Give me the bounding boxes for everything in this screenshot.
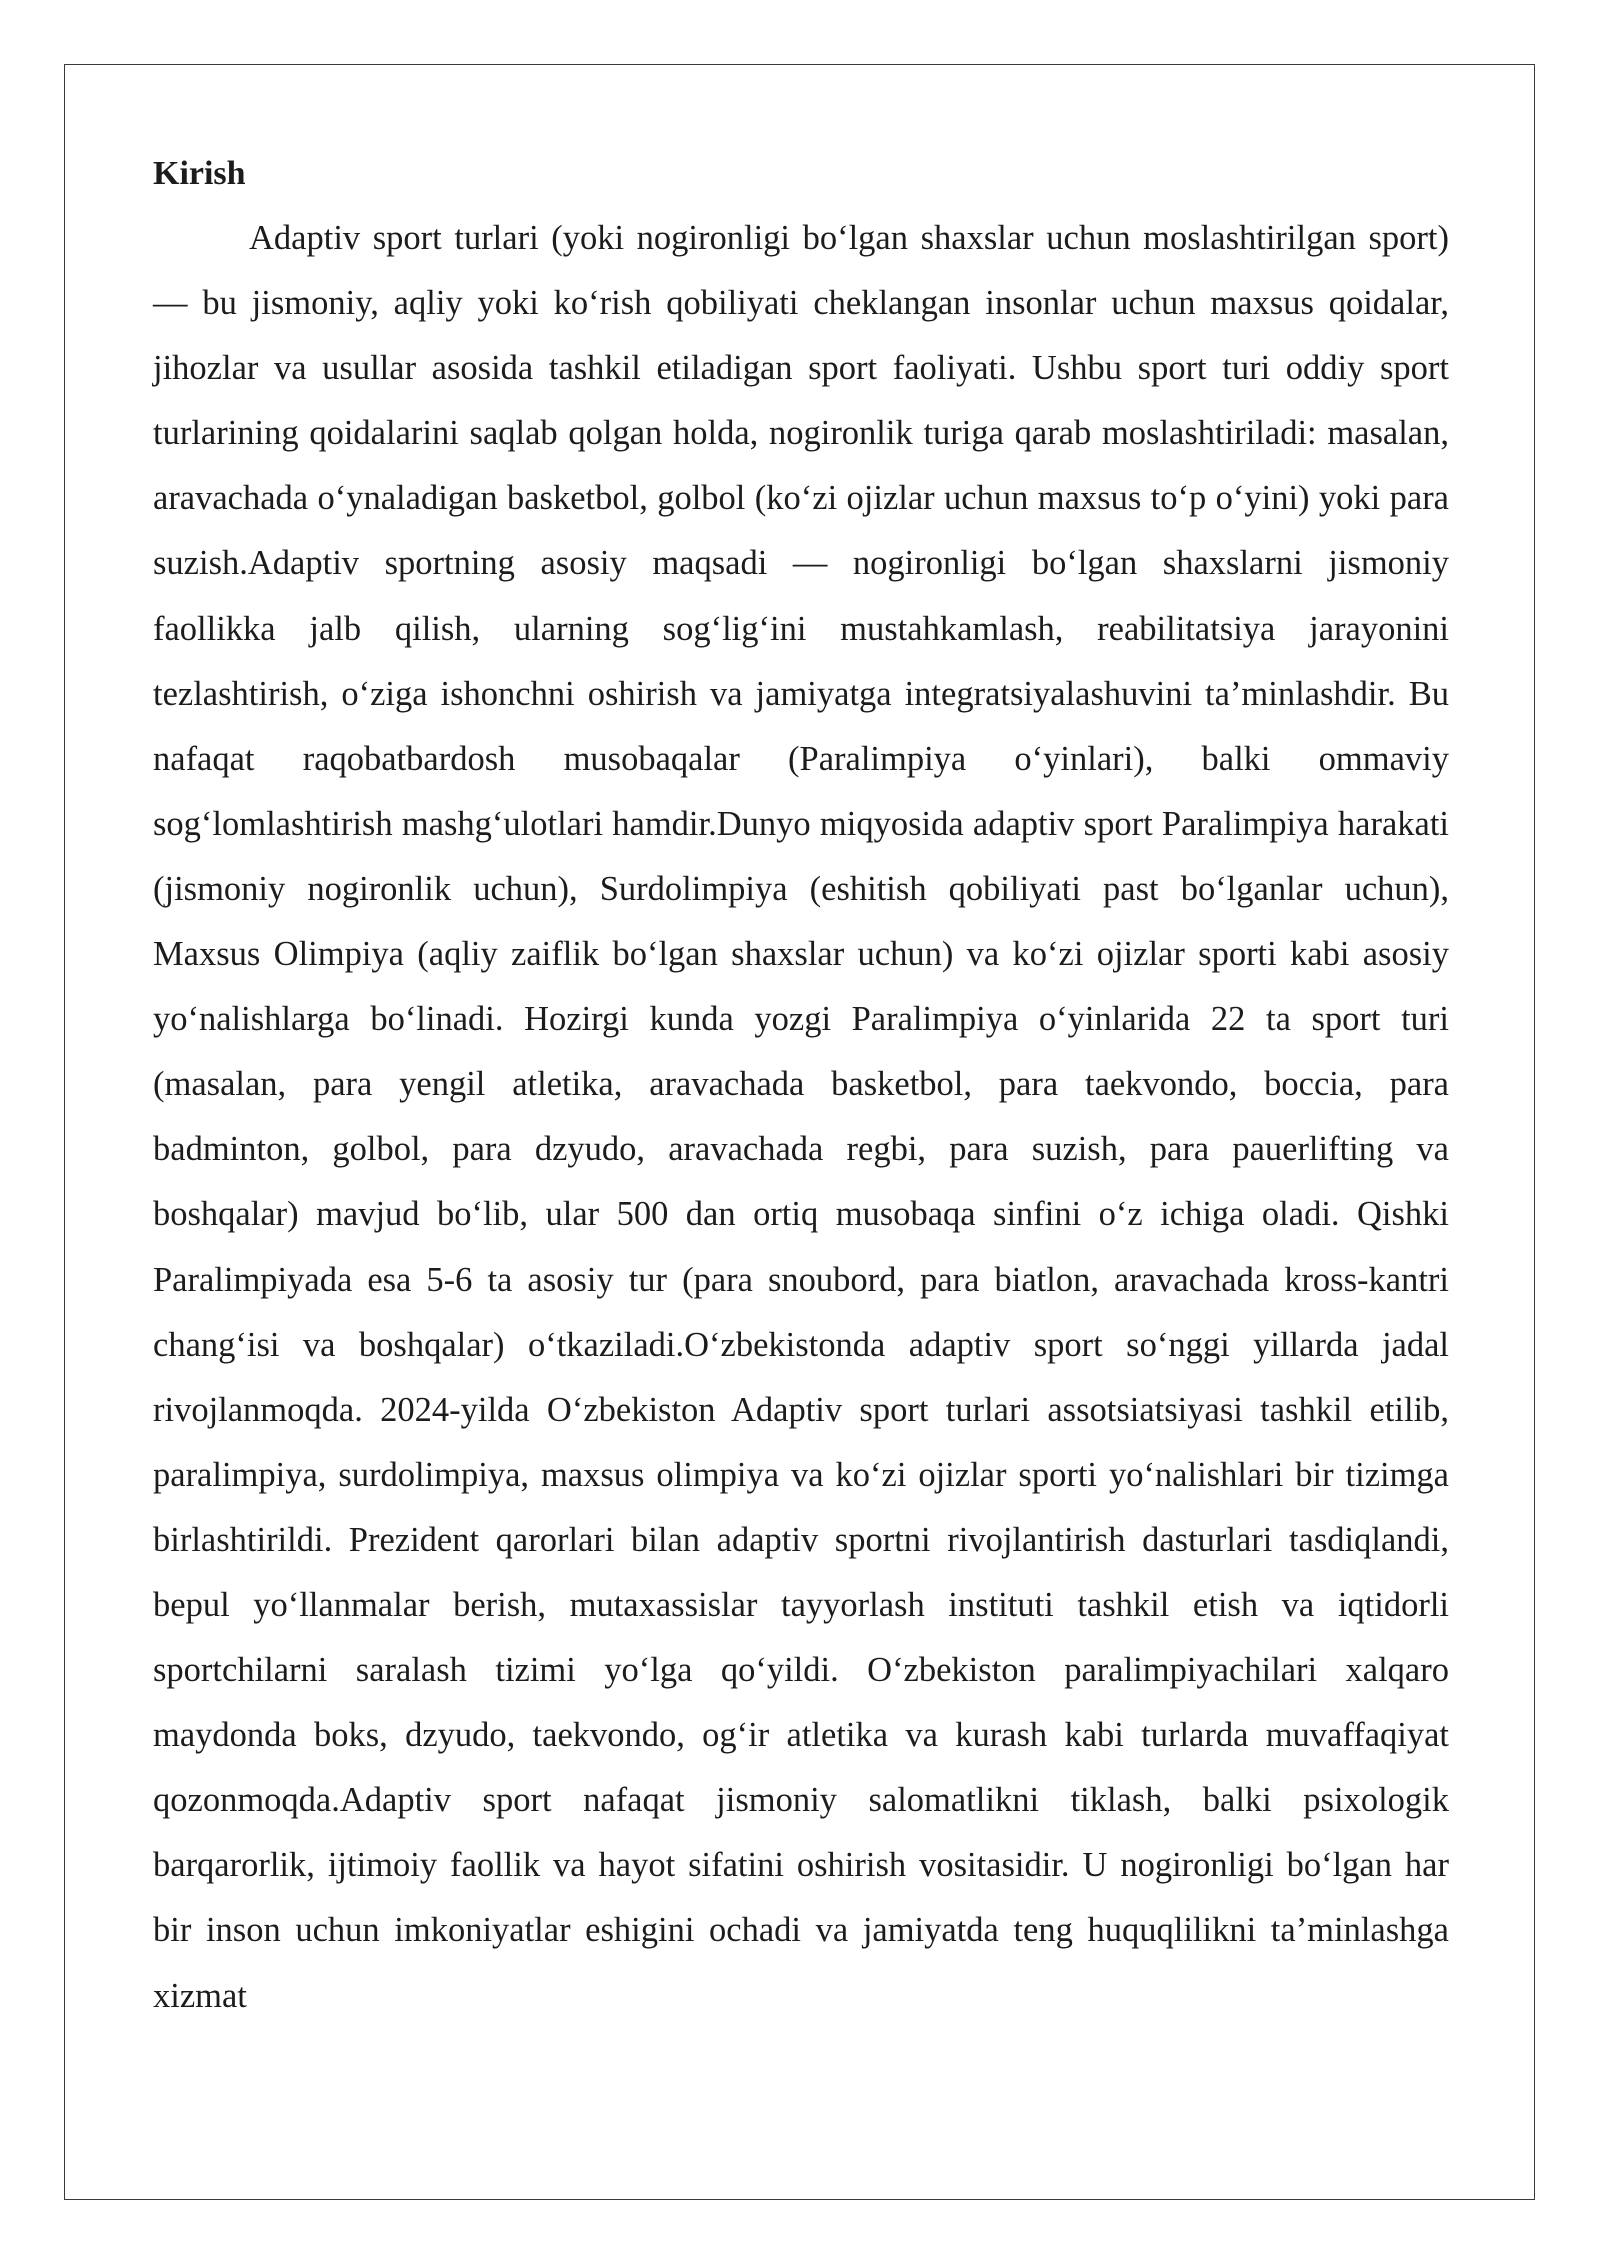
- section-heading: Kirish: [153, 155, 246, 192]
- body-paragraph: Adaptiv sport turlari (yoki nogironligi boʻlgan shaxslar uchun moslashtirilgan sport) — bu jismoniy, aqliy yoki koʻrish qobiliyati cheklangan insonlar uchun maxsus qoidalar, jihozlar va usullar asosida tashkil etiladigan sport faoliyati. Ushbu sport turi oddiy sport turlarining qoidalarini saqlab qolgan holda, nogironlik turiga qarab moslashtiriladi: masalan, aravachada oʻynaladigan basketbol, golbol (koʻzi ojizlar uchun maxsus toʻp oʻyini) yoki para suzish.Adaptiv sportning asosiy maqsadi — nogironligi boʻlgan shaxslarni jismoniy faollikka jalb qilish, ularning sogʻligʻini mustahkamlash, reabilitatsiya jarayonini tezlashtirish, oʻziga ishonchni oshirish va jamiyatga integratsiyalashuvini ta’minlashdir. Bu nafaqat raqobatbardosh musobaqalar (Paralimpiya oʻyinlari), balki ommaviy sogʻlomlashtirish mashgʻulotlari hamdir.Dunyo miqyosida adaptiv sport Paralimpiya harakati (jismoniy nogironlik uchun), Surdolimpiya (eshitish qobiliyati past boʻlganlar uchun), Maxsus Olimpiya (aqliy zaiflik boʻlgan shaxslar uchun) va koʻzi ojizlar sporti kabi asosiy yoʻnalishlarga boʻlinadi. Hozirgi kunda yozgi Paralimpiya oʻyinlarida 22 ta sport turi (masalan, para yengil atletika, aravachada basketbol, para taekvondo, boccia, para badminton, golbol, para dzyudo, aravachada regbi, para suzish, para pauerlifting va boshqalar) mavjud boʻlib, ular 500 dan ortiq musobaqa sinfini oʻz ichiga oladi. Qishki Paralimpiyada esa 5-6 ta asosiy tur (para snoubord, para biatlon, aravachada kross-kantri changʻisi va boshqalar) oʻtkaziladi.Oʻzbekistonda adaptiv sport soʻnggi yillarda jadal rivojlanmoqda. 2024-yilda Oʻzbekiston Adaptiv sport turlari assotsiatsiyasi tashkil etilib, paralimpiya, surdolimpiya, maxsus olimpiya va koʻzi ojizlar sporti yoʻnalishlari bir tizimga birlashtirildi. Prezident qarorlari bilan adaptiv sportni rivojlantirish dasturlari tasdiqlandi, bepul yoʻllanmalar berish, mutaxassislar tayyorlash instituti tashkil etish va iqtidorli sportchilarni saralash tizimi yoʻlga qoʻyildi. Oʻzbekiston paralimpiyachilari xalqaro maydonda boks, dzyudo, taekvondo, ogʻir atletika va kurash kabi turlarda muvaffaqiyat qozonmoqda.Adaptiv sport nafaqat jismoniy salomatlikni tiklash, balki psixologik barqarorlik, ijtimoiy faollik va hayot sifatini oshirish vositasidir. U nogironligi boʻlgan har bir inson uchun imkoniyatlar eshigini ochadi va jamiyatda teng huquqlilikni ta’minlashga xizmat: [153, 219, 1449, 2015]
- document-content: [153, 141, 1449, 2029]
